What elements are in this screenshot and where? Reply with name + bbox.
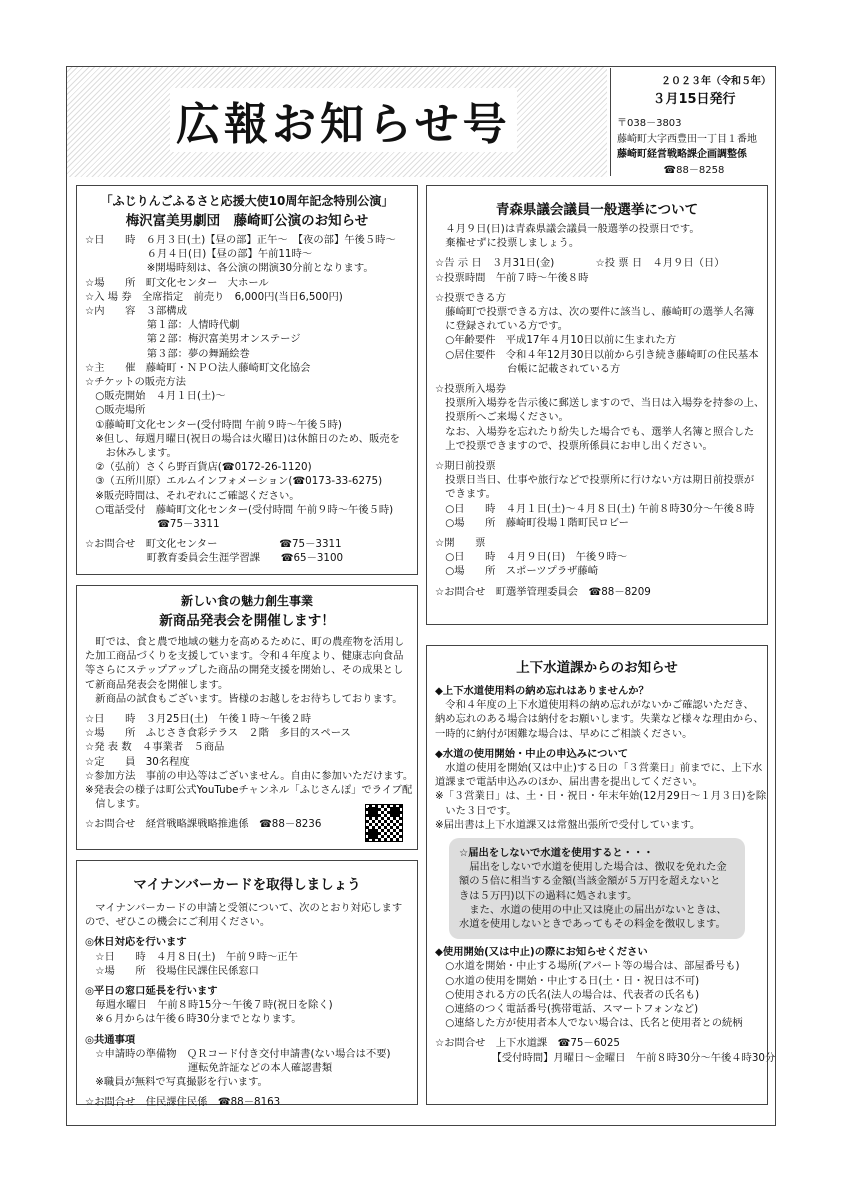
- water-warning-box: [449, 838, 745, 939]
- concert-line: ②（弘前）さくら野百貨店(☎0172-26-1120): [85, 461, 312, 474]
- mynumber-line: ☆場 所 役場住民課住民係窓口: [85, 964, 259, 977]
- concert-line: ☆チケットの販売方法: [85, 376, 186, 389]
- concert-line: ③（五所川原）エルムインフォメーション(☎0173-33-6275): [85, 475, 383, 488]
- water-request-line: ○使用される方の氏名(法人の場合は、代表者の氏名も): [435, 988, 700, 1001]
- food-line: た加工商品づくりを支援しています。令和４年度より、健康志向食品: [85, 650, 404, 663]
- concert-panel: [76, 185, 418, 575]
- mynumber-panel: [76, 860, 418, 1109]
- concert-line: ☆入 場 券 全席指定 前売り 6,000円(当日6,500円): [85, 290, 343, 303]
- election-line: 投票日当日、仕事や旅行などで投票所に行けない方は期日前投票が: [435, 474, 755, 487]
- concert-line: ☆内 容 ３部構成: [85, 305, 187, 318]
- election-line: ○居住要件 令和４年12月30日以前から引き続き藤崎町の住民基本: [435, 348, 759, 361]
- mynumber-line: 毎週水曜日 午前８時15分～午後７時(祝日を除く): [85, 999, 333, 1012]
- food-line: ☆定 員 30名程度: [85, 755, 190, 768]
- concert-line: 第３部：夢の舞踊絵巻: [85, 347, 250, 360]
- election-line: ○年齢要件 平成17年４月10日以前に生まれた方: [435, 334, 677, 347]
- election-line: ○場 所 藤崎町役場１階町民ロビー: [435, 516, 629, 529]
- issue-info: [610, 68, 775, 176]
- mynumber-line: ※６月からは午後６時30分までとなります。: [85, 1013, 302, 1026]
- food-line: ☆発 表 数 ４事業者 ５商品: [85, 741, 225, 754]
- election-line: ☆投票時間 午前７時～午後８時: [435, 271, 589, 284]
- election-line: ☆告 示 日 ３月31日(金) ☆投 票 日 ４月９日（日）: [435, 257, 725, 270]
- issue-year: ２０２３年（令和５年）: [661, 76, 771, 87]
- water-line: ※届出書は上下水道課又は常盤出張所で受付しています。: [435, 818, 701, 831]
- mynumber-line: ☆お問合せ 住民課住民係 ☎88－8163: [85, 1096, 281, 1109]
- water-line: 道課まで電話申込みのほか、届出書を提出してください。: [435, 776, 703, 789]
- election-line: ☆お問合せ 町選挙管理委員会 ☎88－8209: [435, 585, 651, 598]
- food-line: 等さらにステップアップした商品の開発支援を開始し、その成果とし: [85, 664, 404, 677]
- concert-line: ☎75－3311: [85, 518, 220, 531]
- food-title: 新商品発表会を開催します！: [159, 613, 335, 629]
- qr-code-icon[interactable]: [365, 804, 403, 842]
- election-title: 青森県議会議員一般選挙について: [495, 202, 699, 218]
- mynumber-line: マイナンバーカードの申請と受領について、次のとおり対応します: [85, 902, 403, 914]
- concert-line: ☆日 時 ６月３日(土)【昼の部】正午～ 【夜の部】午後５時～: [85, 234, 396, 246]
- water-box-line: また、水道の使用の中止又は廃止の届出がないときは、: [459, 903, 727, 916]
- water-request-line: ○水道の使用を開始・中止する日(土・日・祝日は不可): [435, 974, 700, 987]
- water-line: 納め忘れのある場合は納付をお願いします。失業など様々な理由から、: [435, 713, 764, 726]
- concert-contact-2: 町教育委員会生涯学習課 ☎65－3100: [85, 552, 344, 565]
- water-request-line: ○連絡のつく電話番号(携帯電話、スマートフォンなど): [435, 1003, 699, 1016]
- concert-line: ６月４日(日)【昼の部】午前11時～: [85, 248, 313, 261]
- water-request-line: ◆使用開始(又は中止)の際にお知らせください: [435, 946, 648, 959]
- water-box-line: きは５万円)以下の過料に処されます。: [459, 889, 638, 902]
- food-line: ※発表会の様子は町公式YouTubeチャンネル「ふじさんぽ」でライブ配: [85, 784, 413, 797]
- election-line: ○日 時 ４月９日(日) 午後９時～: [435, 551, 628, 564]
- election-line: ○場 所 スポーツプラザ藤崎: [435, 565, 599, 578]
- water-request-line: ○連絡した方が使用者本人でない場合は、氏名と使用者との続柄: [435, 1017, 743, 1030]
- food-subtitle: 新しい食の魅力創生事業: [180, 594, 313, 608]
- mynumber-line: ☆日 時 ４月８日(土) 午前９時～正午: [85, 950, 298, 963]
- postal-code: 〒038－3803: [617, 118, 682, 129]
- water-line: ※「３営業日」は、土・日・祝日・年末年始(12月29日～１月３日)を除: [435, 790, 767, 803]
- concert-line: ○販売開始 ４月１日(土)～: [85, 390, 226, 403]
- election-line: ☆期日前投票: [435, 460, 496, 473]
- publisher-phone: ☎88－8258: [663, 165, 725, 176]
- water-request-line: ☆お問合せ 上下水道課 ☎75－6025: [435, 1037, 620, 1050]
- concert-line: ☆場 所 町文化センター 大ホール: [85, 276, 269, 289]
- election-line: ☆投票所入場券: [435, 383, 507, 396]
- mynumber-line: ※職員が無料で写真撮影を行います。: [85, 1076, 268, 1089]
- food-line: 町では、食と農で地域の魅力を高めるために、町の農産物を活用し: [85, 636, 405, 648]
- water-line: ◆上下水道使用料の納め忘れはありませんか？: [435, 685, 649, 697]
- election-line: に登録されている方です。: [435, 320, 569, 333]
- election-line: 棄権せずに投票しましょう。: [435, 237, 580, 250]
- food-line: 新商品の試食もございます。皆様のお越しをお待ちしております。: [85, 692, 403, 705]
- water-request-line: 【受付時間】月曜日～金曜日 午前８時30分～午後４時30分: [435, 1051, 776, 1064]
- water-panel: [426, 645, 776, 1105]
- concert-line: ☆主 催 藤崎町・ＮＰＯ法人藤崎町文化協会: [85, 361, 311, 374]
- water-line: ◆水道の使用開始・中止の申込みについて: [435, 747, 629, 760]
- food-line: ☆日 時 ３月25日(土) 午後１時～午後２時: [85, 713, 312, 726]
- concert-line: ○販売場所: [85, 404, 146, 417]
- election-line: ☆投票できる方: [435, 291, 507, 304]
- page-title: 広報お知らせ号: [170, 88, 517, 152]
- water-box-line: 届出をしないで水道を使用した場合は、徴収を免れた金: [459, 861, 727, 874]
- publisher: 藤崎町経営戦略課企画調整係: [617, 149, 747, 160]
- concert-line: 第１部：人情時代劇: [85, 319, 240, 332]
- concert-line: ①藤崎町文化センター(受付時間 午前９時～午後５時): [85, 418, 342, 431]
- concert-line: ※但し、毎週月曜日(祝日の場合は火曜日)は休館日のため、販売を: [85, 432, 400, 445]
- address: 藤崎町大字西豊田一丁目１番地: [617, 134, 757, 145]
- water-line: 一時的に納付が困難な場合は、早めにご相談ください。: [435, 727, 693, 740]
- food-line: ☆参加方法 事前の申込等はございません。自由に参加いただけます。: [85, 769, 414, 782]
- mynumber-line: ☆申請時の準備物 ＱＲコード付き交付申請書(ない場合は不要): [85, 1047, 391, 1060]
- concert-line: 第２部：梅沢富美男オンステージ: [85, 333, 301, 346]
- issue-date: ３月15日発行: [652, 92, 736, 107]
- mynumber-title: マイナンバーカードを取得しましょう: [133, 877, 361, 893]
- election-line: できます。: [435, 488, 496, 501]
- election-line: ☆開 票: [435, 537, 486, 550]
- election-line: 投票所へご来場ください。: [435, 411, 569, 424]
- water-line: いた３日です。: [435, 804, 517, 817]
- water-box-line: 水道を使用しないときであってもその料金を徴収します。: [459, 918, 726, 931]
- concert-line: ※開場時刻は、各公演の開演30分前となります。: [85, 262, 374, 275]
- mynumber-line: ◎平日の窓口延長を行います: [85, 985, 218, 998]
- election-line: ○日 時 ４月１日(土)～４月８日(土) 午前８時30分～午後８時: [435, 502, 755, 515]
- water-title: 上下水道課からのお知らせ: [516, 660, 678, 676]
- food-line: て新商品発表会を開催します。: [85, 678, 229, 691]
- concert-line: ※販売時間は、それぞれにご確認ください。: [85, 489, 300, 502]
- water-request-line: ○水道を開始・中止する場所(アパート等の場合は、部屋番号も): [435, 960, 740, 973]
- concert-title: 梅沢富美男劇団 藤崎町公演のお知らせ: [125, 213, 369, 229]
- election-line: 投票所入場券を告示後に郵送しますので、当日は入場券を持参の上、: [435, 397, 765, 410]
- election-panel: [426, 185, 768, 625]
- concert-line: お休みします。: [85, 447, 177, 460]
- concert-line: ○電話受付 藤崎町文化センター(受付時間 午前９時～午後５時): [85, 503, 394, 516]
- mynumber-line: ◎共通事項: [85, 1033, 136, 1046]
- food-line: 信します。: [85, 798, 146, 811]
- mynumber-line: ◎休日対応を行います: [85, 936, 187, 949]
- election-line: ４月９日(日)は青森県議会議員一般選挙の投票日です。: [435, 223, 700, 235]
- water-box-line: ☆届出をしないで水道を使用すると・・・: [459, 847, 654, 860]
- election-line: 藤崎町で投票できる方は、次の要件に該当し、藤崎町の選挙人名簿: [435, 306, 755, 319]
- election-line: 台帳に記載されている方: [435, 362, 621, 375]
- food-line: ☆場 所 ふじさき食彩テラス ２階 多目的スペース: [85, 727, 351, 740]
- water-line: 令和４年度の上下水道使用料の納め忘れがないかご確認いただき、: [435, 699, 754, 712]
- concert-subtitle: 「ふじりんごふるさと応援大使10周年記念特別公演」: [100, 194, 394, 208]
- mynumber-line: ので、ぜひこの機会にご利用ください。: [85, 916, 271, 929]
- food-panel: [76, 585, 418, 850]
- water-box-line: 額の５倍に相当する金額(当該金額が５万円を超えないと: [459, 875, 721, 888]
- water-line: 水道の使用を開始(又は中止)する日の「３営業日」前までに、上下水: [435, 762, 763, 775]
- food-line: ☆お問合せ 経営戦略課戦略推進係 ☎88－8236: [85, 818, 322, 831]
- concert-contact-1: ☆お問合せ 町文化センター ☎75－3311: [85, 538, 342, 551]
- mynumber-line: 運転免許証などの本人確認書類: [85, 1062, 333, 1075]
- election-line: 上で投票できますので、投票所係員にお申し出ください。: [435, 439, 713, 452]
- election-line: なお、入場券を忘れたり紛失した場合でも、選挙人名簿と照合した: [435, 425, 755, 438]
